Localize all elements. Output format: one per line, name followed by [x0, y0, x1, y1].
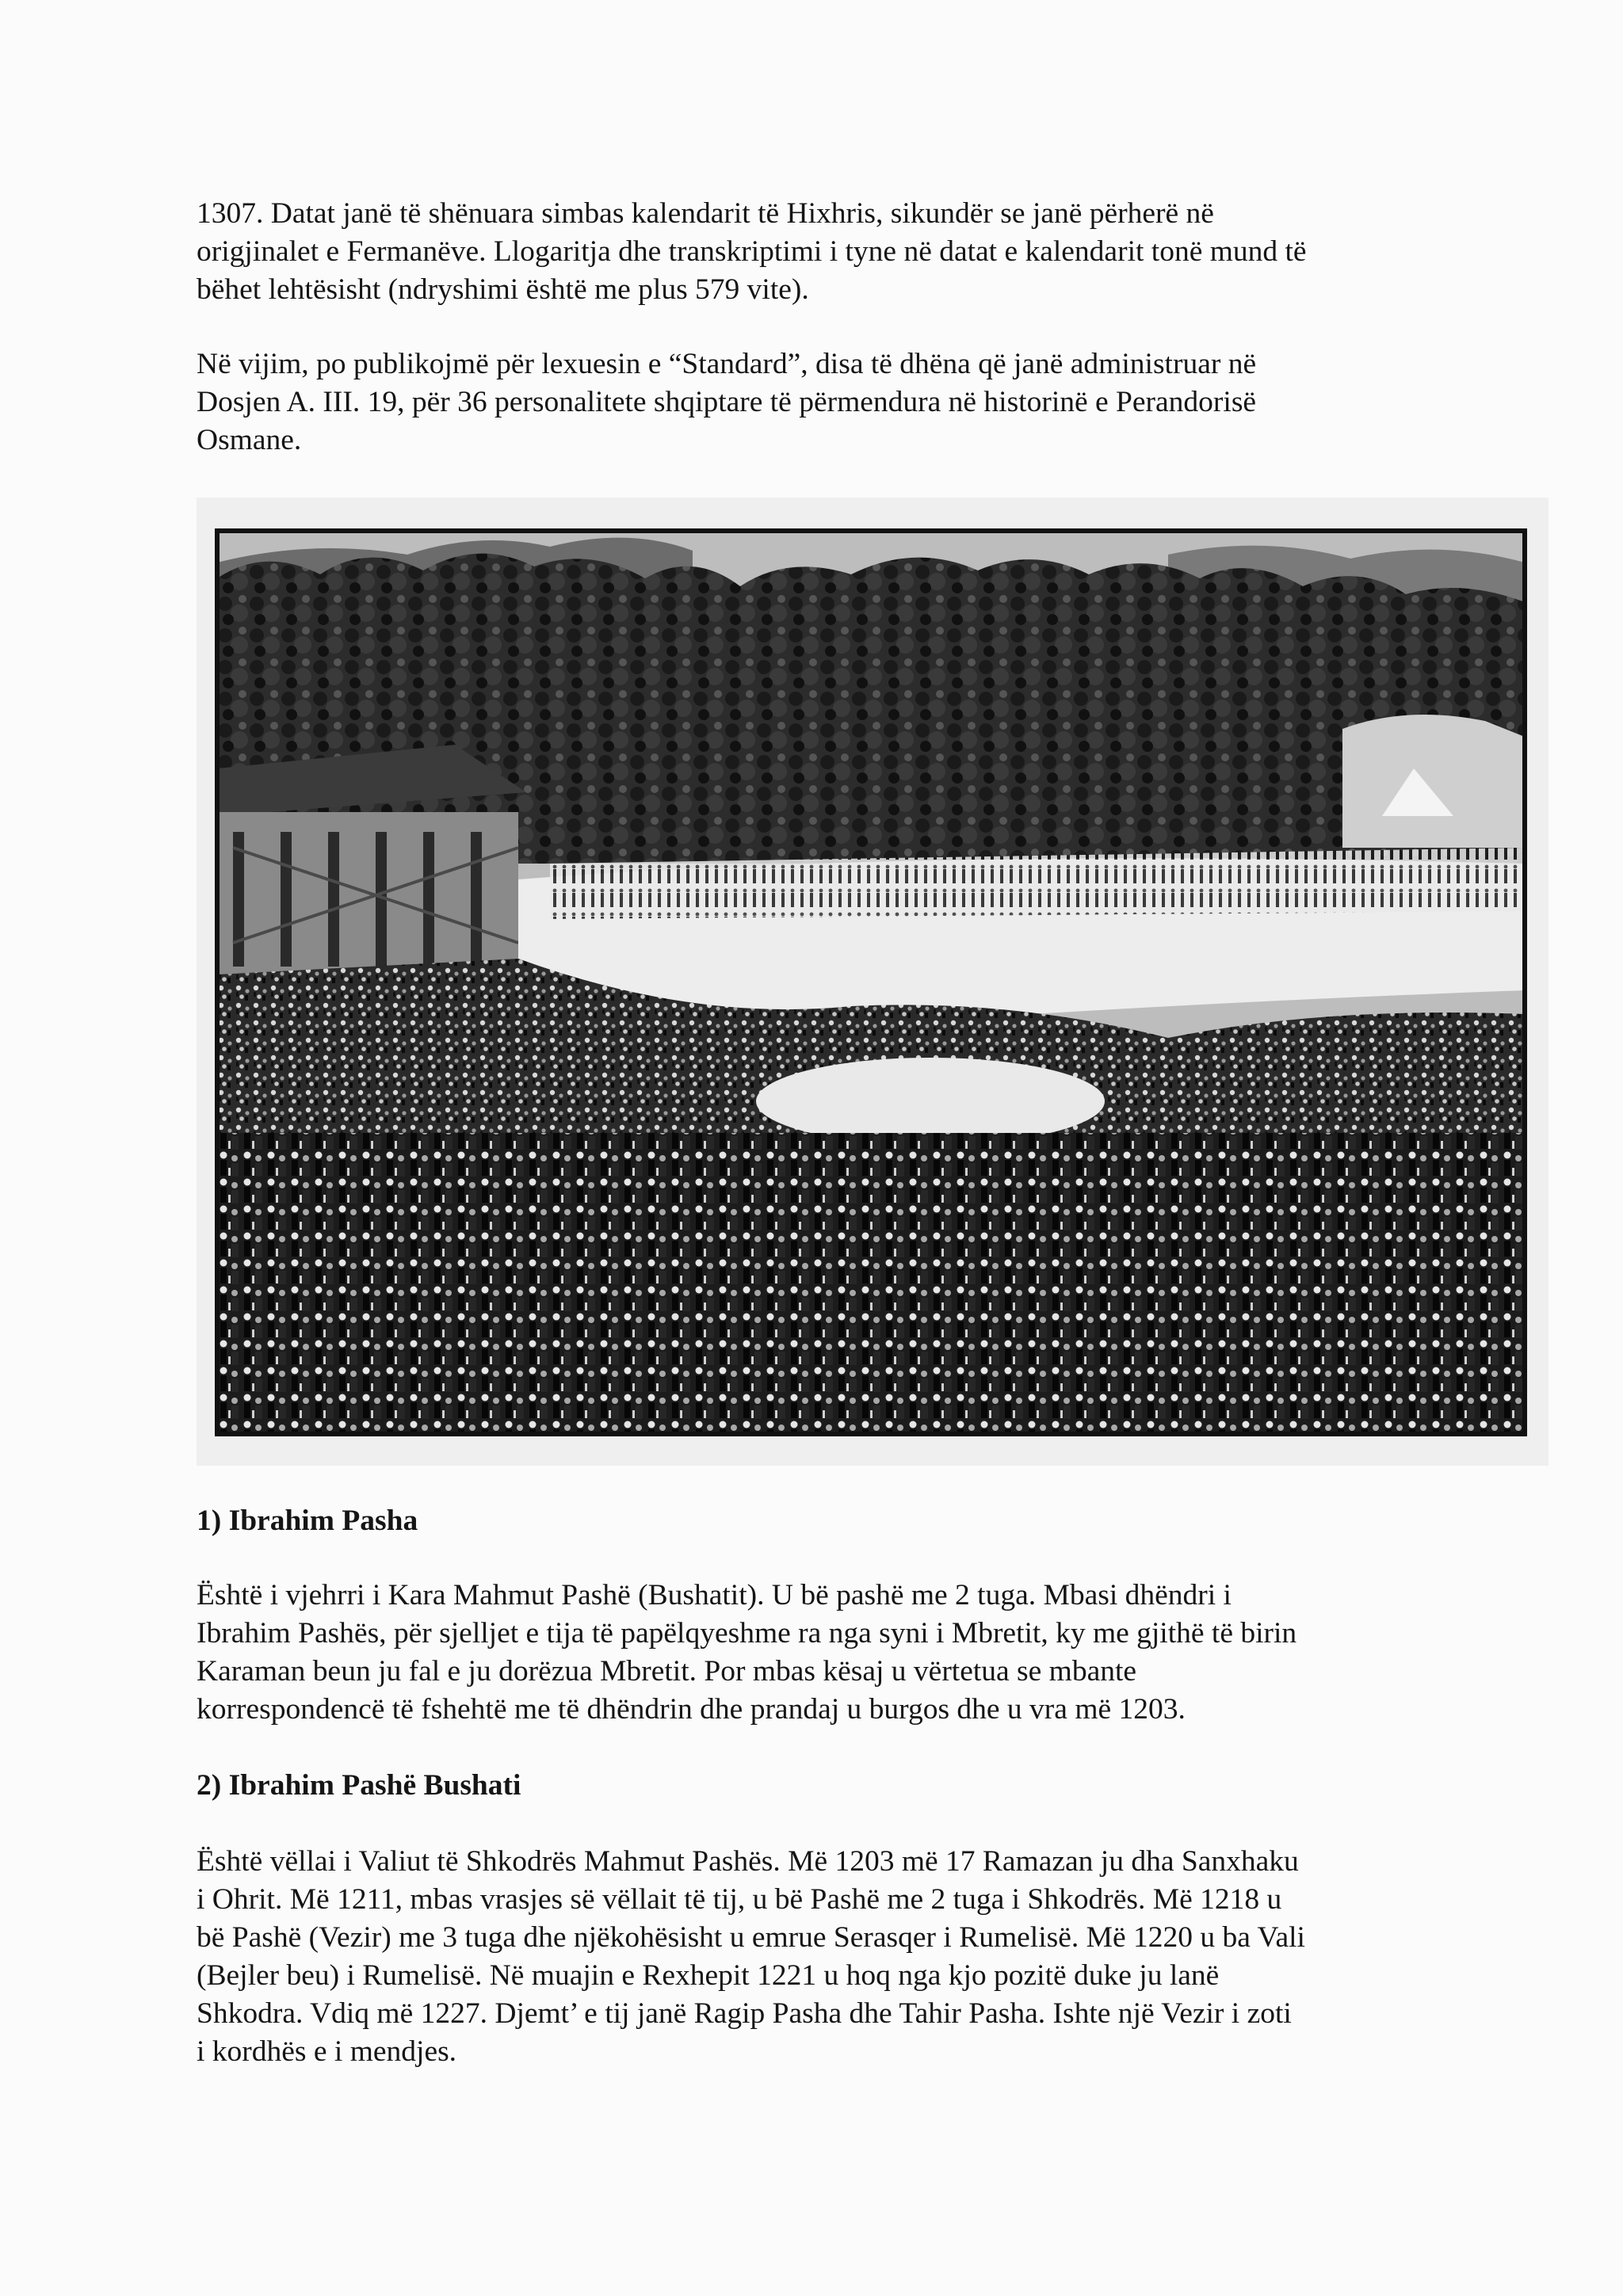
intro-paragraph-2 [197, 345, 1433, 460]
section-1-heading: 1) Ibrahim Pasha [197, 1505, 418, 1537]
text-line: Në vijim, po publikojmë për lexuesin e “Standard”, disa të dhëna që janë administruar në [197, 348, 1257, 380]
text-line: bëhet lehtësisht (ndryshimi është me plus 579 vite). [197, 273, 809, 306]
text-line: korrespondencë të fshehtë me të dhëndrin dhe prandaj u burgos dhe u vra më 1203. [197, 1693, 1186, 1726]
text-line: Dosjen A. III. 19, për 36 personalitete shqiptare të përmendura në historinë e Perandorisë [197, 386, 1257, 418]
text-line: Ibrahim Pashës, për sjelljet e tija të papëlqyeshme ra nga syni i Mbretit, ky me gjithë të birin [197, 1617, 1297, 1650]
text-line: Është i vjehrri i Kara Mahmut Pashë (Bushatit). U bë pashë me 2 tuga. Mbasi dhëndri i [197, 1579, 1232, 1611]
crowd-gathering-photo [197, 498, 1549, 1466]
text-line: i kordhës e i mendjes. [197, 2035, 457, 2068]
section-1-paragraph [197, 1577, 1433, 1729]
text-line: bë Pashë (Vezir) me 3 tuga dhe njëkohësisht u emrue Serasqer i Rumelisë. Më 1220 u ba Vali [197, 1921, 1305, 1954]
text-line: 1307. Datat janë të shënuara simbas kalendarit të Hixhris, sikundër se janë përherë në [197, 197, 1214, 230]
text-line: Shkodra. Vdiq më 1227. Djemt’ e tij janë Ragip Pasha dhe Tahir Pasha. Ishte një Vezir i zoti [197, 1997, 1292, 2030]
text-line: Është vëllai i Valiut të Shkodrës Mahmut Pashës. Më 1203 më 17 Ramazan ju dha Sanxhaku [197, 1845, 1299, 1878]
section-2-paragraph [197, 1843, 1433, 2071]
text-line: (Bejler beu) i Rumelisë. Në muajin e Rexhepit 1221 u hoq nga kjo pozitë duke ju lanë [197, 1959, 1220, 1992]
text-line: Osmane. [197, 424, 302, 456]
intro-paragraph [197, 195, 1433, 309]
text-line: Karaman beun ju fal e ju dorëzua Mbretit. Por mbas kësaj u vërtetua se mbante [197, 1655, 1137, 1688]
section-2-heading: 2) Ibrahim Pashë Bushati [197, 1769, 521, 1802]
text-line: origjinalet e Fermanëve. Llogaritja dhe transkriptimi i tyne në datat e kalendarit tonë mund të [197, 235, 1307, 268]
text-line: i Ohrit. Më 1211, mbas vrasjes së vëllait të tij, u bë Pashë me 2 tuga i Shkodrës. Më 1218 u [197, 1883, 1282, 1916]
